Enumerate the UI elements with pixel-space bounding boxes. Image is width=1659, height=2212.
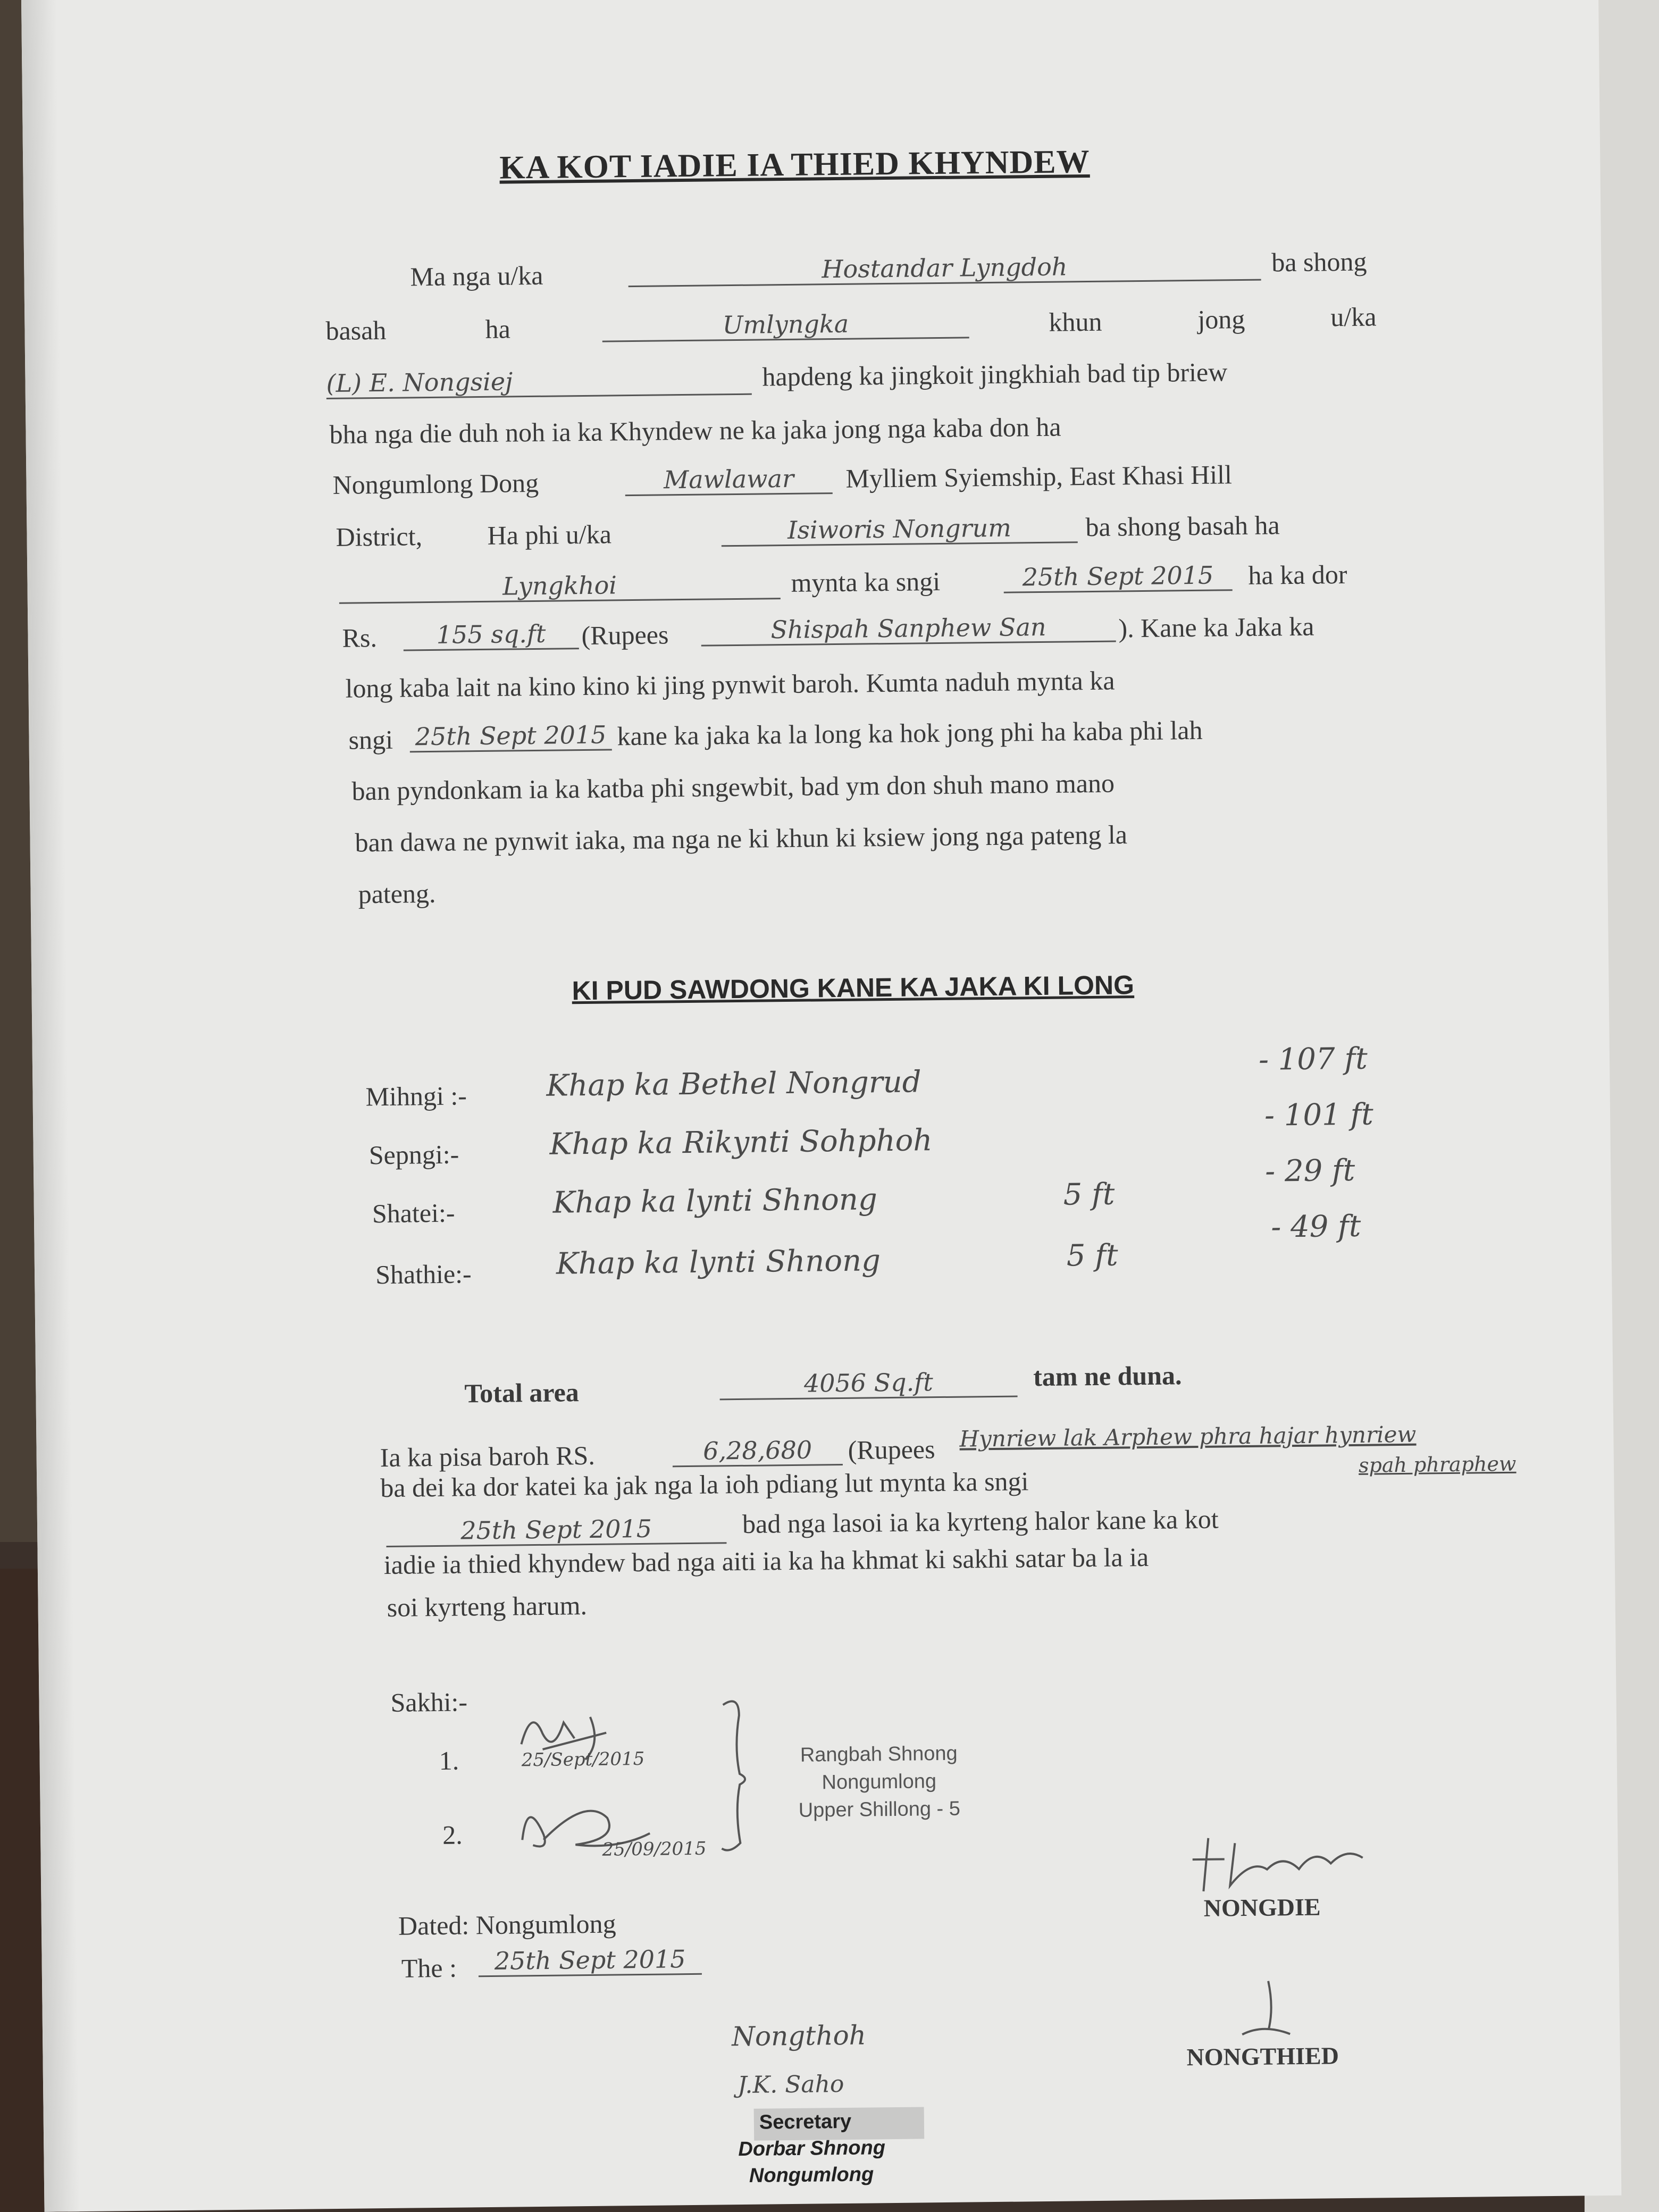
para1-line3-b: hapdeng ka jingkoit jingkhiah bad tip briew (762, 357, 1228, 392)
boundary-label-north: Shatei:- (372, 1197, 455, 1229)
para2-line1-a: Ia ka pisa baroh RS. (380, 1440, 596, 1473)
boundary-desc-east: Khap ka Bethel Nongrud (546, 1065, 921, 1103)
seller-signature (1187, 1825, 1389, 1902)
nongthoh-label: Nongthoh (731, 2020, 867, 2052)
para1-line1-a: Ma nga u/ka (410, 260, 543, 292)
boundary-desc-north: Khap ka lynti Shnong (552, 1182, 878, 1220)
para2-line2: ba dei ka dor katei ka jak nga la ioh pdiang lut mynta ka sngi (380, 1466, 1029, 1503)
boundary-desc-west: Khap ka Rikynti Sohphoh (549, 1123, 933, 1162)
stamp-line-1: Rangbah Shnong (800, 1742, 958, 1766)
witness-number-2: 2. (442, 1820, 463, 1850)
para2-line1-b: (Rupees (848, 1434, 935, 1465)
father-name-field: (L) E. Nongsiej (326, 365, 752, 399)
para1-line5-a: Nongumlong Dong (332, 467, 539, 500)
para1-line10-b: kane ka jaka ka la long ka hok jong phi ha kaba phi lah (617, 715, 1203, 751)
para1-line12: ban dawa ne pynwit iaka, ma nga ne ki khun ki ksiew jong nga pateng la (355, 819, 1128, 858)
para1-line6-a: District, (336, 521, 423, 552)
boundary-label-west: Sepngi:- (368, 1139, 459, 1170)
buyer-village-field: Lyngkhoi (339, 569, 781, 604)
boundaries-heading: KI PUD SAWDONG KANE KA JAKA KI LONG (572, 970, 1135, 1006)
payment-date-field: 25th Sept 2015 (386, 1513, 727, 1547)
boundary-length-north: - 29 ft (1264, 1153, 1355, 1189)
boundary-length-east: - 107 ft (1258, 1041, 1368, 1077)
para2-line3-b: bad nga lasoi ia ka kyrteng halor kane ka kot (742, 1504, 1219, 1539)
amount-words-continued: spah phraphew (1358, 1452, 1516, 1477)
seal-dorbar: Dorbar Shnong (738, 2136, 886, 2161)
para1-line2-d: jong (1197, 304, 1245, 334)
para1-line2-e: u/ka (1330, 301, 1377, 332)
para1-line8-c: ). Kane ka Jaka ka (1118, 611, 1314, 643)
seal-secretary: Secretary (759, 2110, 852, 2134)
witness-1-date: 25/Sept/2015 (521, 1748, 645, 1771)
rate-field: 155 sq.ft (403, 619, 579, 651)
total-area-label: Total area (464, 1377, 580, 1409)
dated-date-field: 25th Sept 2015 (478, 1945, 702, 1977)
boundary-size-north: 5 ft (1063, 1177, 1115, 1212)
seller-name-field: Hostandar Lyngdoh (628, 250, 1261, 287)
boundary-label-east: Mihngi :- (365, 1080, 467, 1112)
seller-village-field: Umlyngka (602, 308, 969, 342)
nongthied-label: NONGTHIED (1186, 2042, 1339, 2071)
para1-line8-a: Rs. (342, 623, 378, 653)
para2-line4: iadie ia thied khyndew bad nga aiti ia ka ha khmat ki sakhi satar ba la ia (383, 1541, 1149, 1580)
amount-words-field: Hynriew lak Arphew phra hajar hynriew (959, 1421, 1417, 1452)
para2-line5: soi kyrteng harum. (387, 1590, 588, 1622)
total-area-value: 4056 Sq.ft (719, 1367, 1018, 1401)
total-amount-field: 6,28,680 (672, 1435, 843, 1467)
location-field: Mawlawar (625, 464, 833, 496)
para1-line2-c: khun (1049, 306, 1102, 337)
para1-line7-b: ha ka dor (1248, 559, 1347, 590)
nongdie-label: NONGDIE (1203, 1893, 1321, 1922)
seal-village: Nongumlong (749, 2163, 874, 2187)
sale-date-field: 25th Sept 2015 (1003, 560, 1233, 593)
witness-2-date: 25/09/2015 (602, 1838, 707, 1861)
para1-line2-b: ha (485, 314, 511, 344)
buyer-signature (1231, 1975, 1306, 2050)
para1-line4: bha nga die duh noh ia ka Khyndew ne ka jaka jong nga kaba don ha (329, 412, 1061, 449)
para1-line8-b: (Rupees (581, 619, 669, 651)
para1-line9: long kaba lait na kino kino ki jing pynwit baroh. Kumta naduh mynta ka (345, 665, 1115, 703)
para1-line10-a: sngi (348, 724, 393, 755)
headman-stamp (798, 1740, 960, 1824)
dated-the-label: The : (401, 1953, 457, 1983)
witness-label: Sakhi:- (390, 1687, 468, 1717)
boundary-length-west: - 101 ft (1264, 1097, 1374, 1133)
para1-line7-a: mynta ka sngi (791, 566, 941, 598)
nongthoh-signature: J.K. Saho (737, 2071, 844, 2099)
stamp-line-2: Nongumlong (822, 1770, 937, 1794)
para1-line6-b: Ha phi u/ka (487, 519, 612, 550)
document-page (21, 0, 1621, 2212)
para1-line5-b: Mylliem Syiemship, East Khasi Hill (845, 459, 1233, 493)
boundary-length-south: - 49 ft (1270, 1209, 1361, 1245)
buyer-name-field: Isiworis Nongrum (721, 513, 1078, 547)
document-title: KA KOT IADIE IA THIED KHYNDEW (499, 143, 1090, 186)
stamp-line-3: Upper Shillong - 5 (798, 1797, 961, 1822)
witness-number-1: 1. (439, 1745, 459, 1775)
para1-line6-c: ba shong basah ha (1085, 510, 1280, 542)
boundary-size-south: 5 ft (1066, 1238, 1118, 1273)
rate-words-field: Shispah Sanphew San (701, 612, 1116, 647)
total-area-suffix: tam ne duna. (1033, 1360, 1182, 1392)
boundary-desc-south: Khap ka lynti Shnong (556, 1243, 881, 1281)
dated-place: Dated: Nongumlong (398, 1908, 616, 1941)
boundary-label-south: Shathie:- (375, 1259, 472, 1290)
para1-line11: ban pyndonkam ia ka katba phi sngewbit, bad ym don shuh mano mano (351, 768, 1115, 806)
possession-date-field: 25th Sept 2015 (409, 720, 612, 752)
para1-line2-a: basah (325, 315, 387, 346)
witness-bracket (717, 1694, 761, 1854)
para1-line13: pateng. (358, 878, 436, 909)
para1-line1-b: ba shong (1271, 246, 1367, 278)
